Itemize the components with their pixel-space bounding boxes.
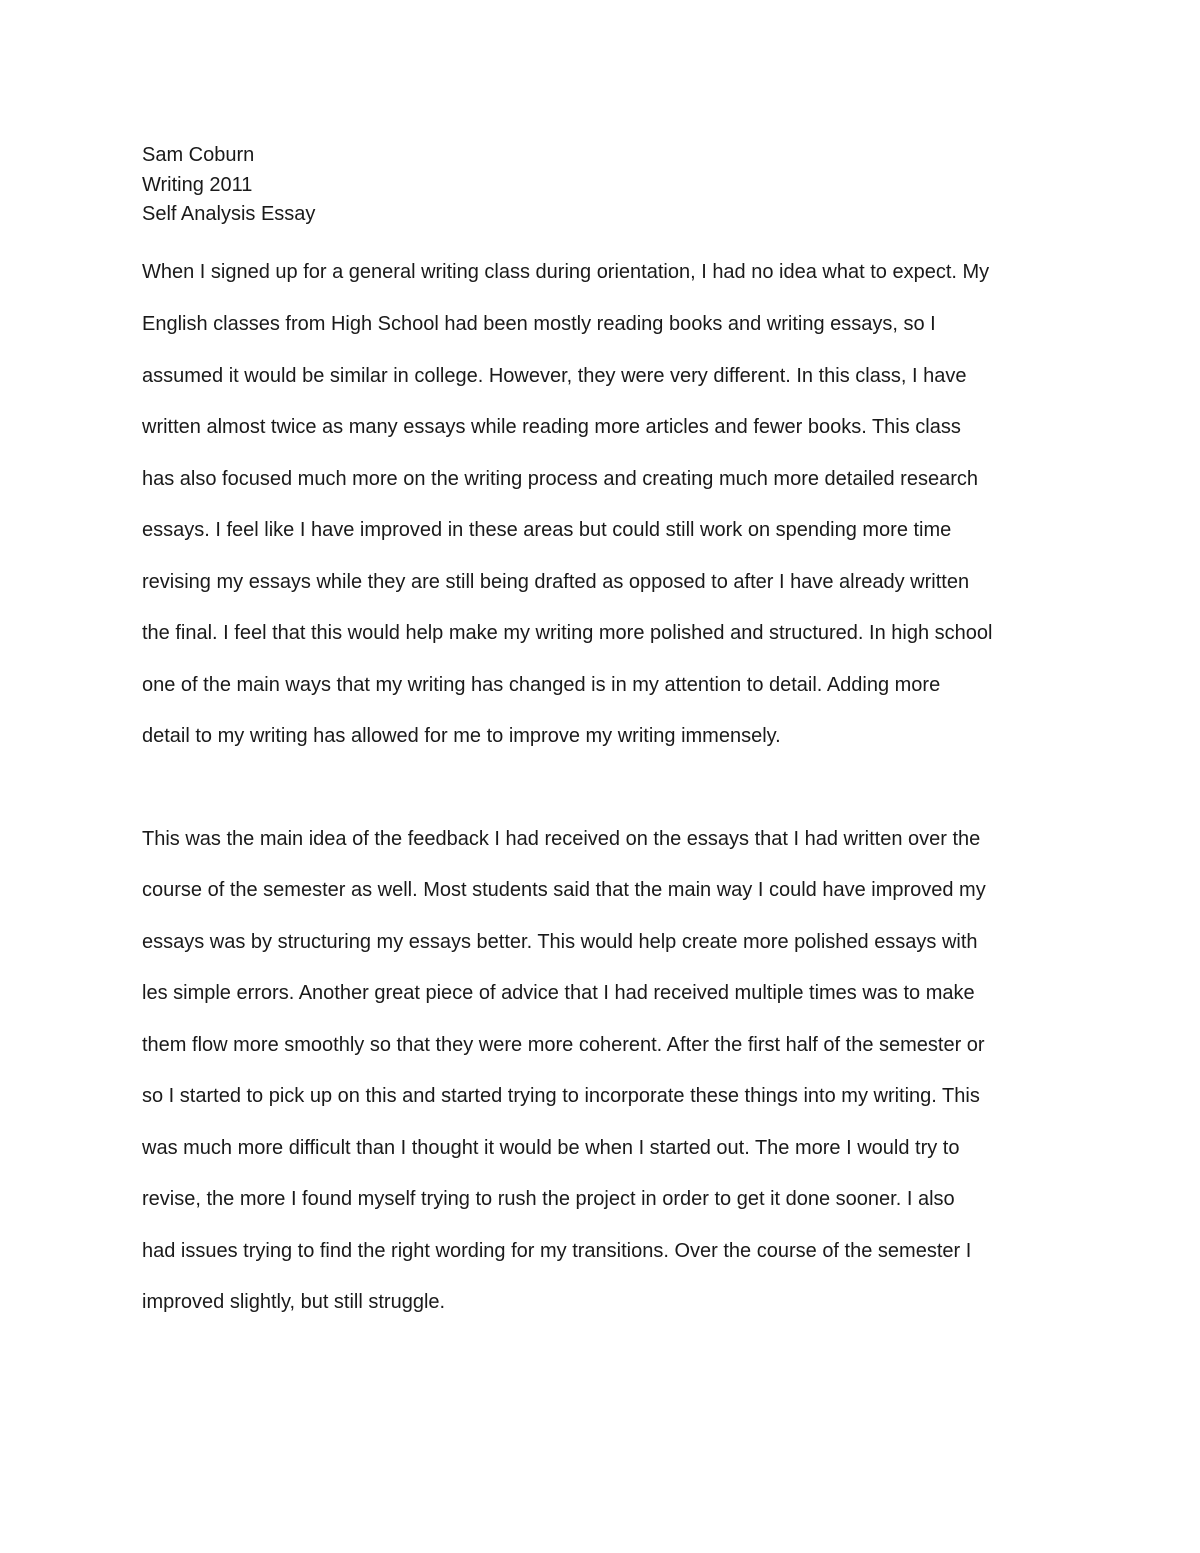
paragraph-line: so I started to pick up on this and started trying to incorporate these things into my writing. This	[142, 1085, 980, 1107]
paragraph-line: them flow more smoothly so that they were more coherent. After the first half of the semester or	[142, 1034, 985, 1056]
paragraph-line: essays was by structuring my essays better. This would help create more polished essays with	[142, 931, 978, 953]
paragraph-line: When I signed up for a general writing class during orientation, I had no idea what to expect. My	[142, 261, 990, 283]
paragraph-line: was much more difficult than I thought it would be when I started out. The more I would try to	[142, 1137, 960, 1159]
paragraph-line: written almost twice as many essays while reading more articles and fewer books. This class	[142, 416, 961, 438]
paragraph-line: the final. I feel that this would help make my writing more polished and structured. In high school	[142, 622, 993, 644]
paragraph-line: revise, the more I found myself trying to rush the project in order to get it done sooner. I also	[142, 1188, 955, 1210]
paragraph-line: essays. I feel like I have improved in these areas but could still work on spending more time	[142, 519, 952, 541]
essay-heading	[142, 141, 1062, 230]
paragraph-line: had issues trying to find the right wording for my transitions. Over the course of the semester I	[142, 1240, 972, 1262]
paragraph-line: detail to my writing has allowed for me to improve my writing immensely.	[142, 725, 781, 747]
paragraph-line: improved slightly, but still struggle.	[142, 1291, 446, 1313]
paragraph-line: one of the main ways that my writing has changed is in my attention to detail. Adding more	[142, 674, 941, 696]
paragraph-line: revising my essays while they are still being drafted as opposed to after I have already written	[142, 571, 970, 593]
paragraph-line: assumed it would be similar in college. However, they were very different. In this class, I have	[142, 365, 967, 387]
essay-title: Self Analysis Essay	[142, 203, 316, 225]
paragraph-line: les simple errors. Another great piece of advice that I had received multiple times was to make	[142, 982, 975, 1004]
paragraph-line: has also focused much more on the writing process and creating much more detailed research	[142, 468, 978, 490]
paragraph-line: English classes from High School had been mostly reading books and writing essays, so I	[142, 313, 936, 335]
course-name: Writing 2011	[142, 173, 253, 196]
author-name: Sam Coburn	[142, 144, 255, 166]
paragraph-line: This was the main idea of the feedback I had received on the essays that I had written over the	[142, 828, 981, 850]
paragraph-line: course of the semester as well. Most students said that the main way I could have improved my	[142, 879, 986, 901]
